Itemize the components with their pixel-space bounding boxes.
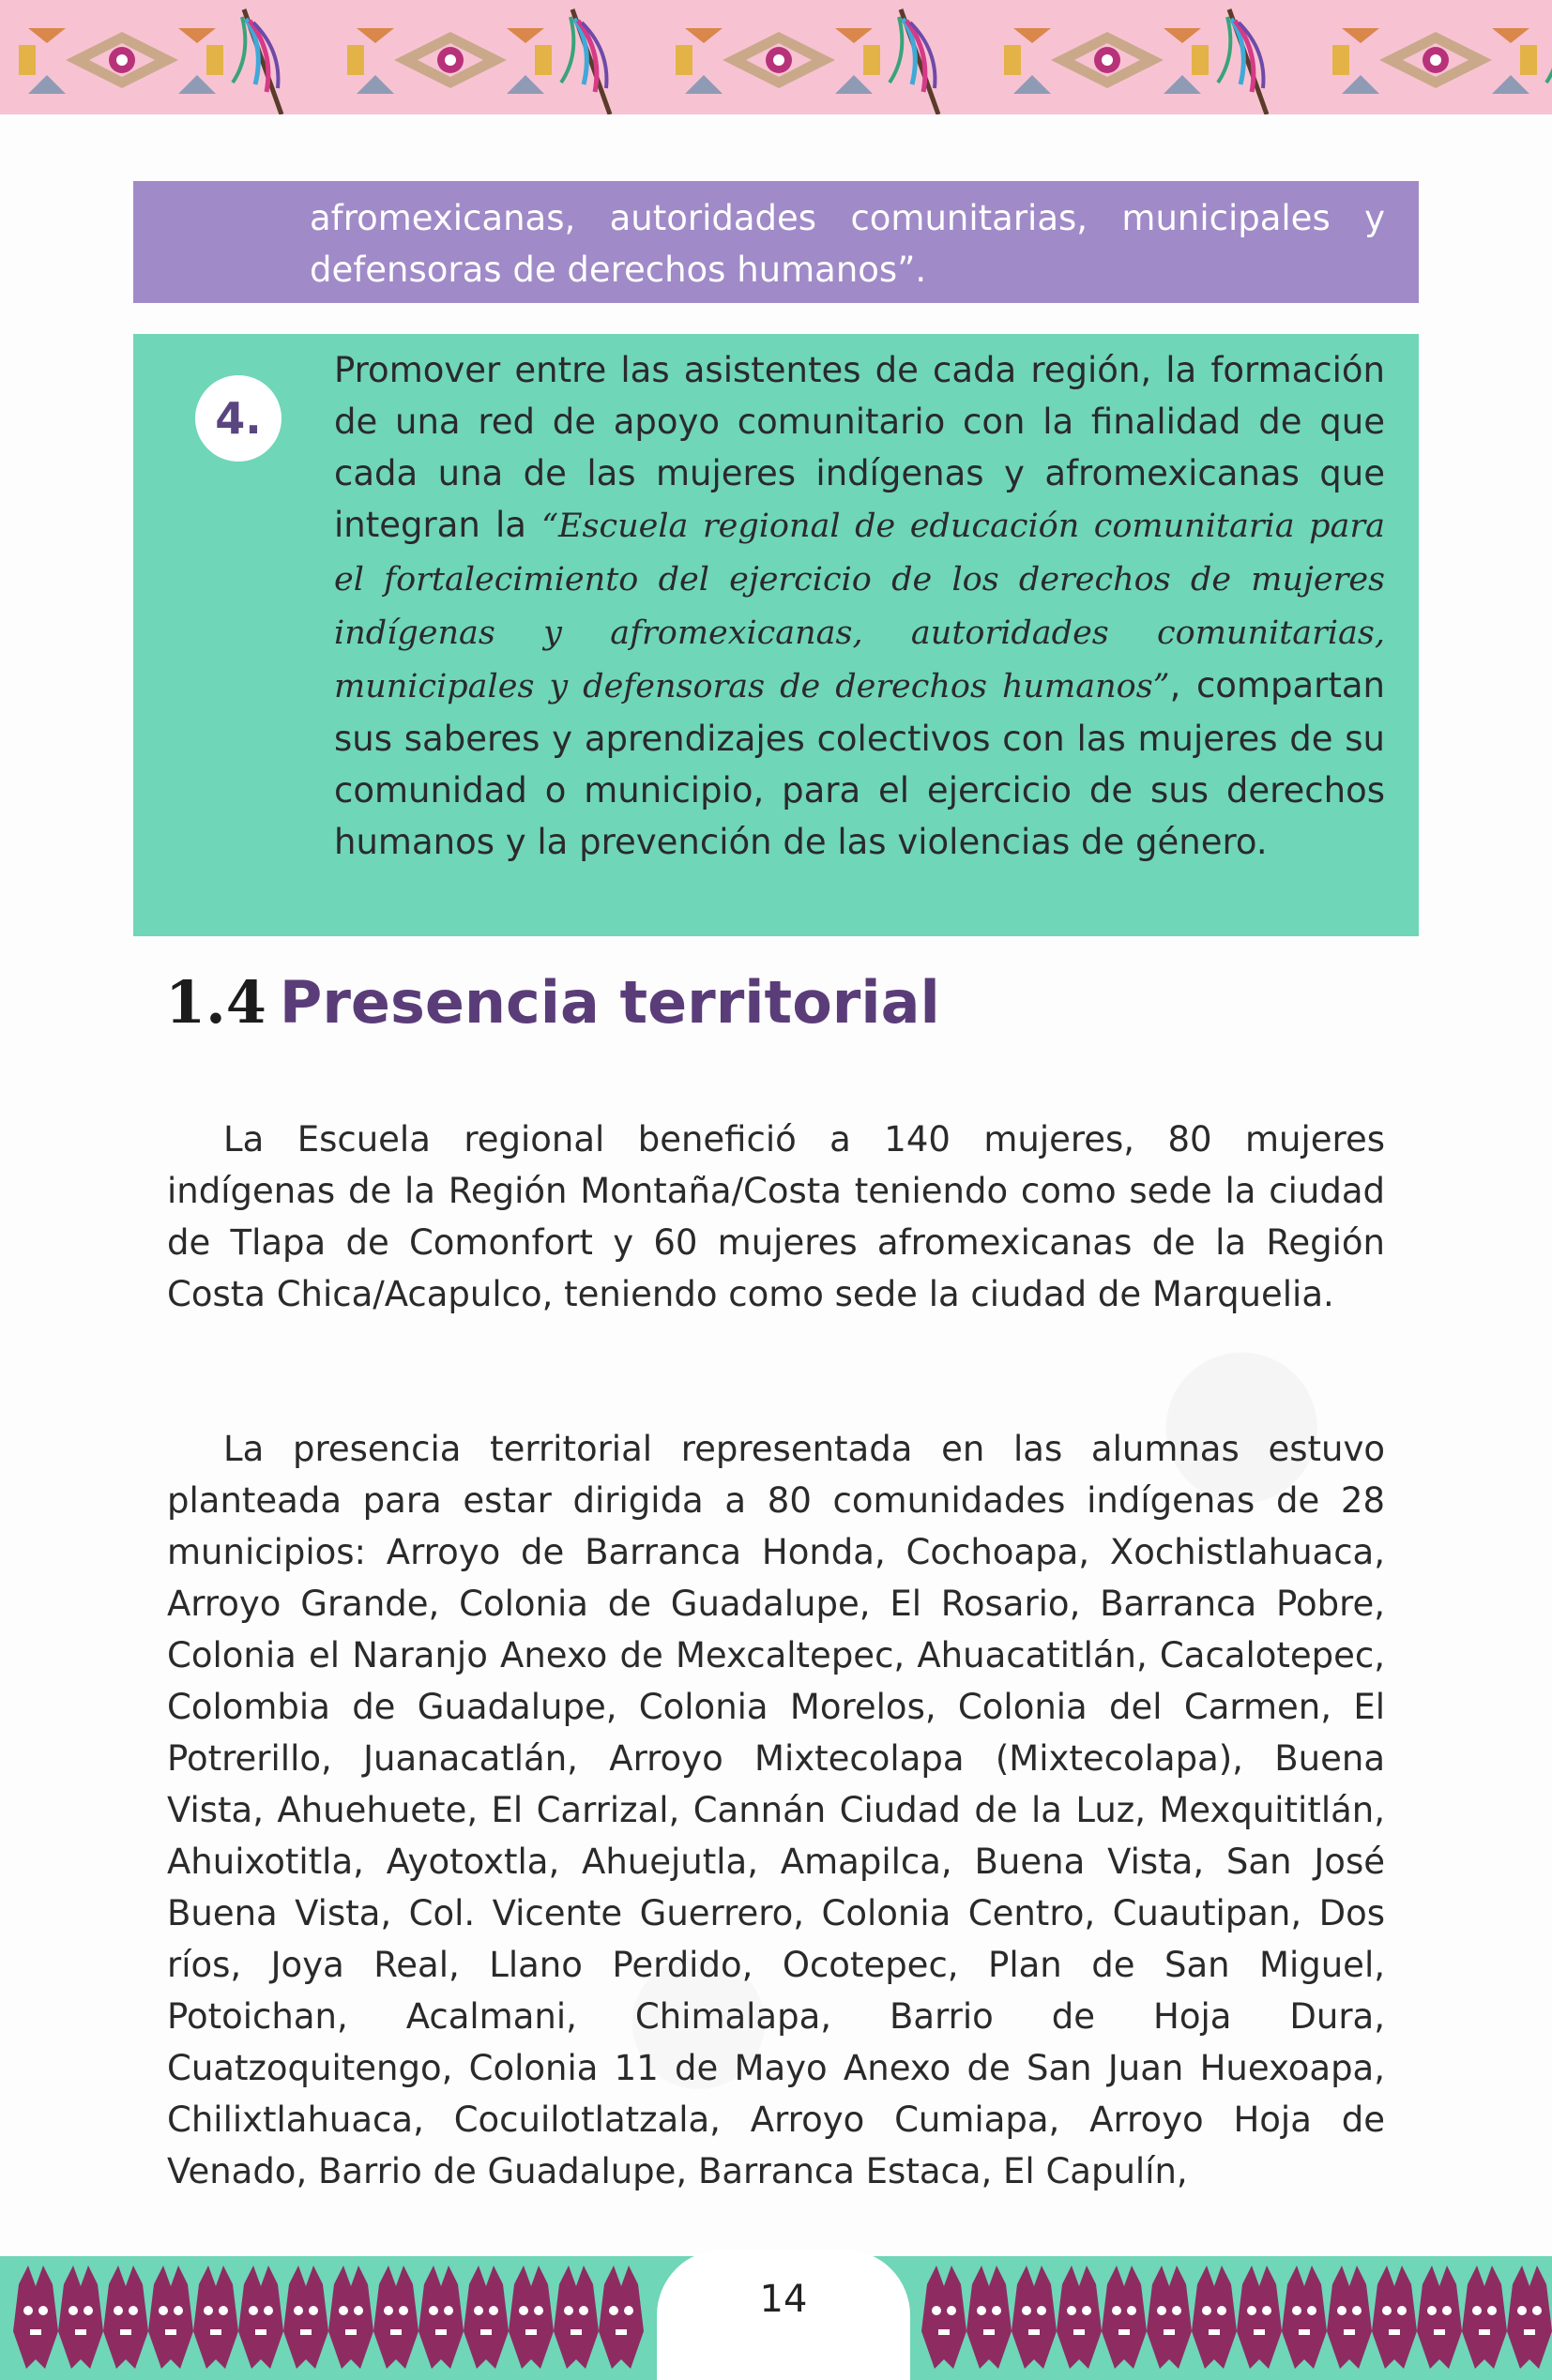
objective-text-after: , compartan sus saberes y aprendizajes colectivos con las mujeres de su comunidad o municipio, para el ejercicio de sus derechos humanos y la prevención de las violencias de género. bbox=[334, 665, 1385, 862]
body-paragraph-2: La presencia territorial representada en las alumnas estuvo planteada para estar dirigida a 80 comunidades indígenas de 28 municipios: Arroyo de Barranca Honda, Cochoapa, Xochistlahuaca, Arroyo Grande, Colonia de Guadalupe, El Rosario, Barranca Pobre, Colonia el Naranjo Anexo de Mexcaltepec, Ahuacatitlán, Cacalotepec, Colombia de Guadalupe, Colonia Morelos, Colonia del Carmen, El Potrerillo, Juanacatlán, Arroyo Mixtecolapa (Mixtecolapa), Buena Vista, Ahuehuete, El Carrizal, Cannán Ciudad de la Luz, Mexquititlán, Ahuixotitla, Ayotoxtla, Ahuejutla, Amapilca, Buena Vista, San José Buena Vista, Col. Vicente Guerrero, Colonia Centro, Cuautipan, Dos ríos, Joya Real, Llano Perdido, Ocotepec, Plan de San Miguel, Potoichan, Acalmani, Chimalapa, Barrio de Hoja Dura, Cuatzoquitengo, Colonia 11 de Mayo Anexo de San Juan Huexoapa, Chilixtlahuaca, Cocuilotlatzala, Arroyo Cumiapa, Arroyo Hoja de Venado, Barrio de Guadalupe, Barranca Estaca, El Capulín, bbox=[167, 1429, 1385, 2191]
body-paragraph-1: La Escuela regional benefició a 140 mujeres, 80 mujeres indígenas de la Región Montaña/Costa teniendo como sede la ciudad de Tlapa de Comonfort y 60 mujeres afromexicanas de la Región Costa Chica/Acapulco, teniendo como sede la ciudad de Marquelia. bbox=[167, 1119, 1385, 1314]
section-heading bbox=[165, 968, 1385, 1053]
objective-text-before: Promover entre las asistentes de cada región, la formación de una red de apoyo comunitario con la finalidad de que cada una de las mujeres indígenas y afromexicanas que integran la bbox=[334, 350, 1385, 545]
embroidery-pattern-icon bbox=[0, 0, 1552, 114]
section-number: 1.4 bbox=[165, 968, 266, 1037]
top-decorative-border bbox=[0, 0, 1552, 114]
page-number: 14 bbox=[759, 2278, 808, 2321]
objective-number-badge bbox=[195, 375, 281, 462]
objective-text-italic: “Escuela regional de educación comunitaria para el fortalecimiento del ejercicio de los derechos de mujeres indígenas y afromexicanas, autoridades comunitarias, municipales y defensoras de derechos humanos” bbox=[334, 508, 1385, 705]
purple-quote-box bbox=[133, 181, 1419, 303]
objective-number: 4. bbox=[215, 393, 262, 444]
objective-text bbox=[334, 344, 1385, 868]
section-title: Presencia territorial bbox=[279, 968, 940, 1037]
purple-box-text: afromexicanas, autoridades comunitarias, municipales y defensoras de derechos humanos”. bbox=[310, 198, 1385, 290]
